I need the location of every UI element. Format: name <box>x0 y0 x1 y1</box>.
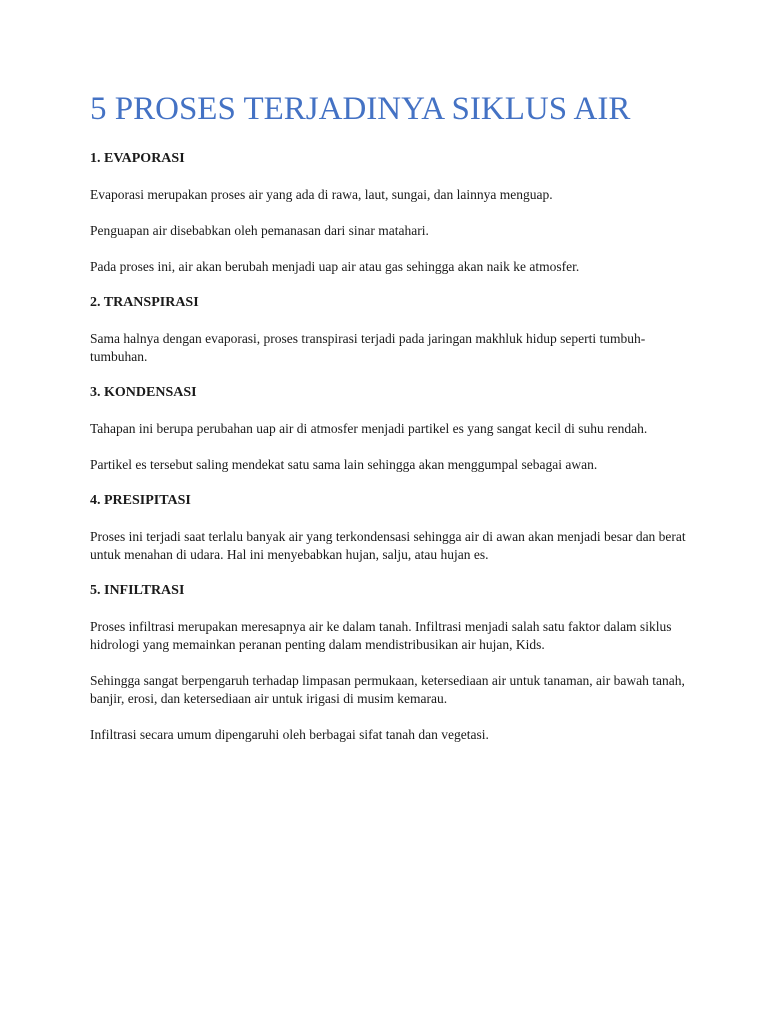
paragraph: Penguapan air disebabkan oleh pemanasan dari sinar matahari. <box>90 222 429 238</box>
paragraph: Partikel es tersebut saling mendekat satu sama lain sehingga akan menggumpal sebagai awan. <box>90 456 598 472</box>
paragraph: Pada proses ini, air akan berubah menjadi uap air atau gas sehingga akan naik ke atmosfer. <box>90 258 580 274</box>
section-heading: 1. EVAPORASI <box>90 150 185 166</box>
section-evaporasi <box>90 150 690 276</box>
section-heading: 5. INFILTRASI <box>90 582 185 598</box>
paragraph: Tahapan ini berupa perubahan uap air di atmosfer menjadi partikel es yang sangat kecil di suhu rendah. <box>90 420 648 436</box>
paragraph: Sehingga sangat berpengaruh terhadap limpasan permukaan, ketersediaan air untuk tanaman, air bawah tanah, banjir, erosi, dan ketersediaan air untuk irigasi di musim kemarau. <box>90 672 685 706</box>
section-transpirasi <box>90 294 690 366</box>
document-title: 5 PROSES TERJADINYA SIKLUS AIR <box>90 91 631 127</box>
section-kondensasi <box>90 384 690 474</box>
paragraph: Sama halnya dengan evaporasi, proses transpirasi terjadi pada jaringan makhluk hidup seperti tumbuh-tumbuhan. <box>90 330 646 364</box>
section-heading: 4. PRESIPITASI <box>90 492 191 508</box>
paragraph: Infiltrasi secara umum dipengaruhi oleh berbagai sifat tanah dan vegetasi. <box>90 726 489 742</box>
section-heading: 2. TRANSPIRASI <box>90 294 199 310</box>
section-presipitasi <box>90 492 690 564</box>
paragraph: Proses infiltrasi merupakan meresapnya air ke dalam tanah. Infiltrasi menjadi salah satu faktor dalam siklus hidrologi yang memainkan peranan penting dalam mendistribusikan air hujan, Kids. <box>90 618 672 652</box>
paragraph: Evaporasi merupakan proses air yang ada di rawa, laut, sungai, dan lainnya menguap. <box>90 186 553 202</box>
document-page <box>90 90 690 762</box>
section-infiltrasi <box>90 582 690 744</box>
section-heading: 3. KONDENSASI <box>90 384 197 400</box>
paragraph: Proses ini terjadi saat terlalu banyak air yang terkondensasi sehingga air di awan akan menjadi besar dan berat untuk menahan di udara. Hal ini menyebabkan hujan, salju, atau hujan es. <box>90 528 686 562</box>
